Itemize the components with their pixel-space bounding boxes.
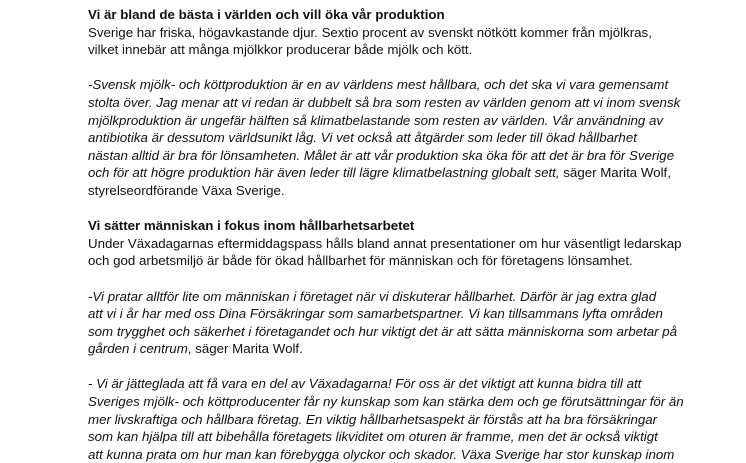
quote-line: -Svensk mjölk- och köttproduktion är en av världens mest hållbara, och det ska vi vara gemensamt (88, 77, 669, 93)
quote-line: - Vi är jätteglada att få vara en del av Växadagarna! För oss är det viktigt att kunna bidra till att (88, 376, 642, 392)
attribution: , säger Marita Wolf. (187, 341, 303, 357)
body-line: Sverige har friska, högavkastande djur. Sextio procent av svenskt nötkött kommer från mjölkras, (88, 24, 652, 40)
quote-line: nästan alltid är bra för lönsamheten. Målet är att vår produktion ska öka för att det är bra för Sverige (88, 147, 675, 163)
quote-line: som trygghet och säkerhet i företagandet och hur viktigt det är att sätta människorna som arbetar på (88, 323, 678, 339)
quote-line: mer livskraftiga och hållbara företag. En viktig hållbarhetsaspekt är förstås att ha bra försäkringar (88, 411, 658, 427)
attribution-title: styrelseordförande Växa Sverige. (88, 182, 285, 198)
section-heading-production: Vi är bland de bästa i världen och vill öka vår produktion (88, 7, 445, 22)
quote-text: och för att högre produktion här även leder till lägre klimatbelastning globalt sett, (88, 165, 560, 181)
quote-line: antibiotika är dessutom världsunikt låg. Vi vet också att åtgärder som leder till ökad hållbarhet (88, 130, 637, 146)
quote-line: som kan hjälpa till att bibehålla företagets likviditet om oturen är framme, men det är också viktigt (88, 429, 658, 445)
body-line: och god arbetsmiljö är både för ökad hållbarhet för människan och för företagens lönsamhet. (88, 253, 633, 269)
document-page (88, 6, 698, 463)
attribution: säger Marita Wolf, (559, 165, 671, 181)
quote-line: att kunna prata om hur man kan förebygga olyckor och skador. Växa Sverige har stor kunskap inom (88, 446, 675, 462)
quote-text: gården i centrum (88, 341, 188, 357)
body-line: vilket innebär att många mjölkkor producerar både mjölk och kött. (88, 42, 473, 58)
quote-line: stolta över. Jag menar att vi redan är dubbelt så bra som resten av världen genom att vi inom svensk (88, 94, 681, 110)
section-heading-people: Vi sätter människan i fokus inom hållbarhetsarbetet (88, 218, 415, 234)
quote-line: mjölkproduktion är ungefär hälften så klimatbelastande som resten av världen. Vår användning av (88, 112, 664, 128)
body-line: Under Växadagarnas eftermiddagspass hålls bland annat presentationer om hur väsentligt ledarskap (88, 235, 682, 251)
quote-line-with-attribution (88, 164, 698, 182)
quote-line: -Vi pratar alltför lite om människan i företaget när vi diskuterar hållbarhet. Därför är jag extra glad (88, 288, 657, 304)
quote-line-with-attribution (88, 340, 698, 358)
quote-line: Sveriges mjölk- och köttproducenter får ny kunskap som kan stärka dem och ge förutsättningar för än (88, 394, 684, 410)
quote-line: att vi i år har med oss Dina Försäkringar som samarbetspartner. Vi kan tillsammans lyfta områden (88, 306, 663, 322)
